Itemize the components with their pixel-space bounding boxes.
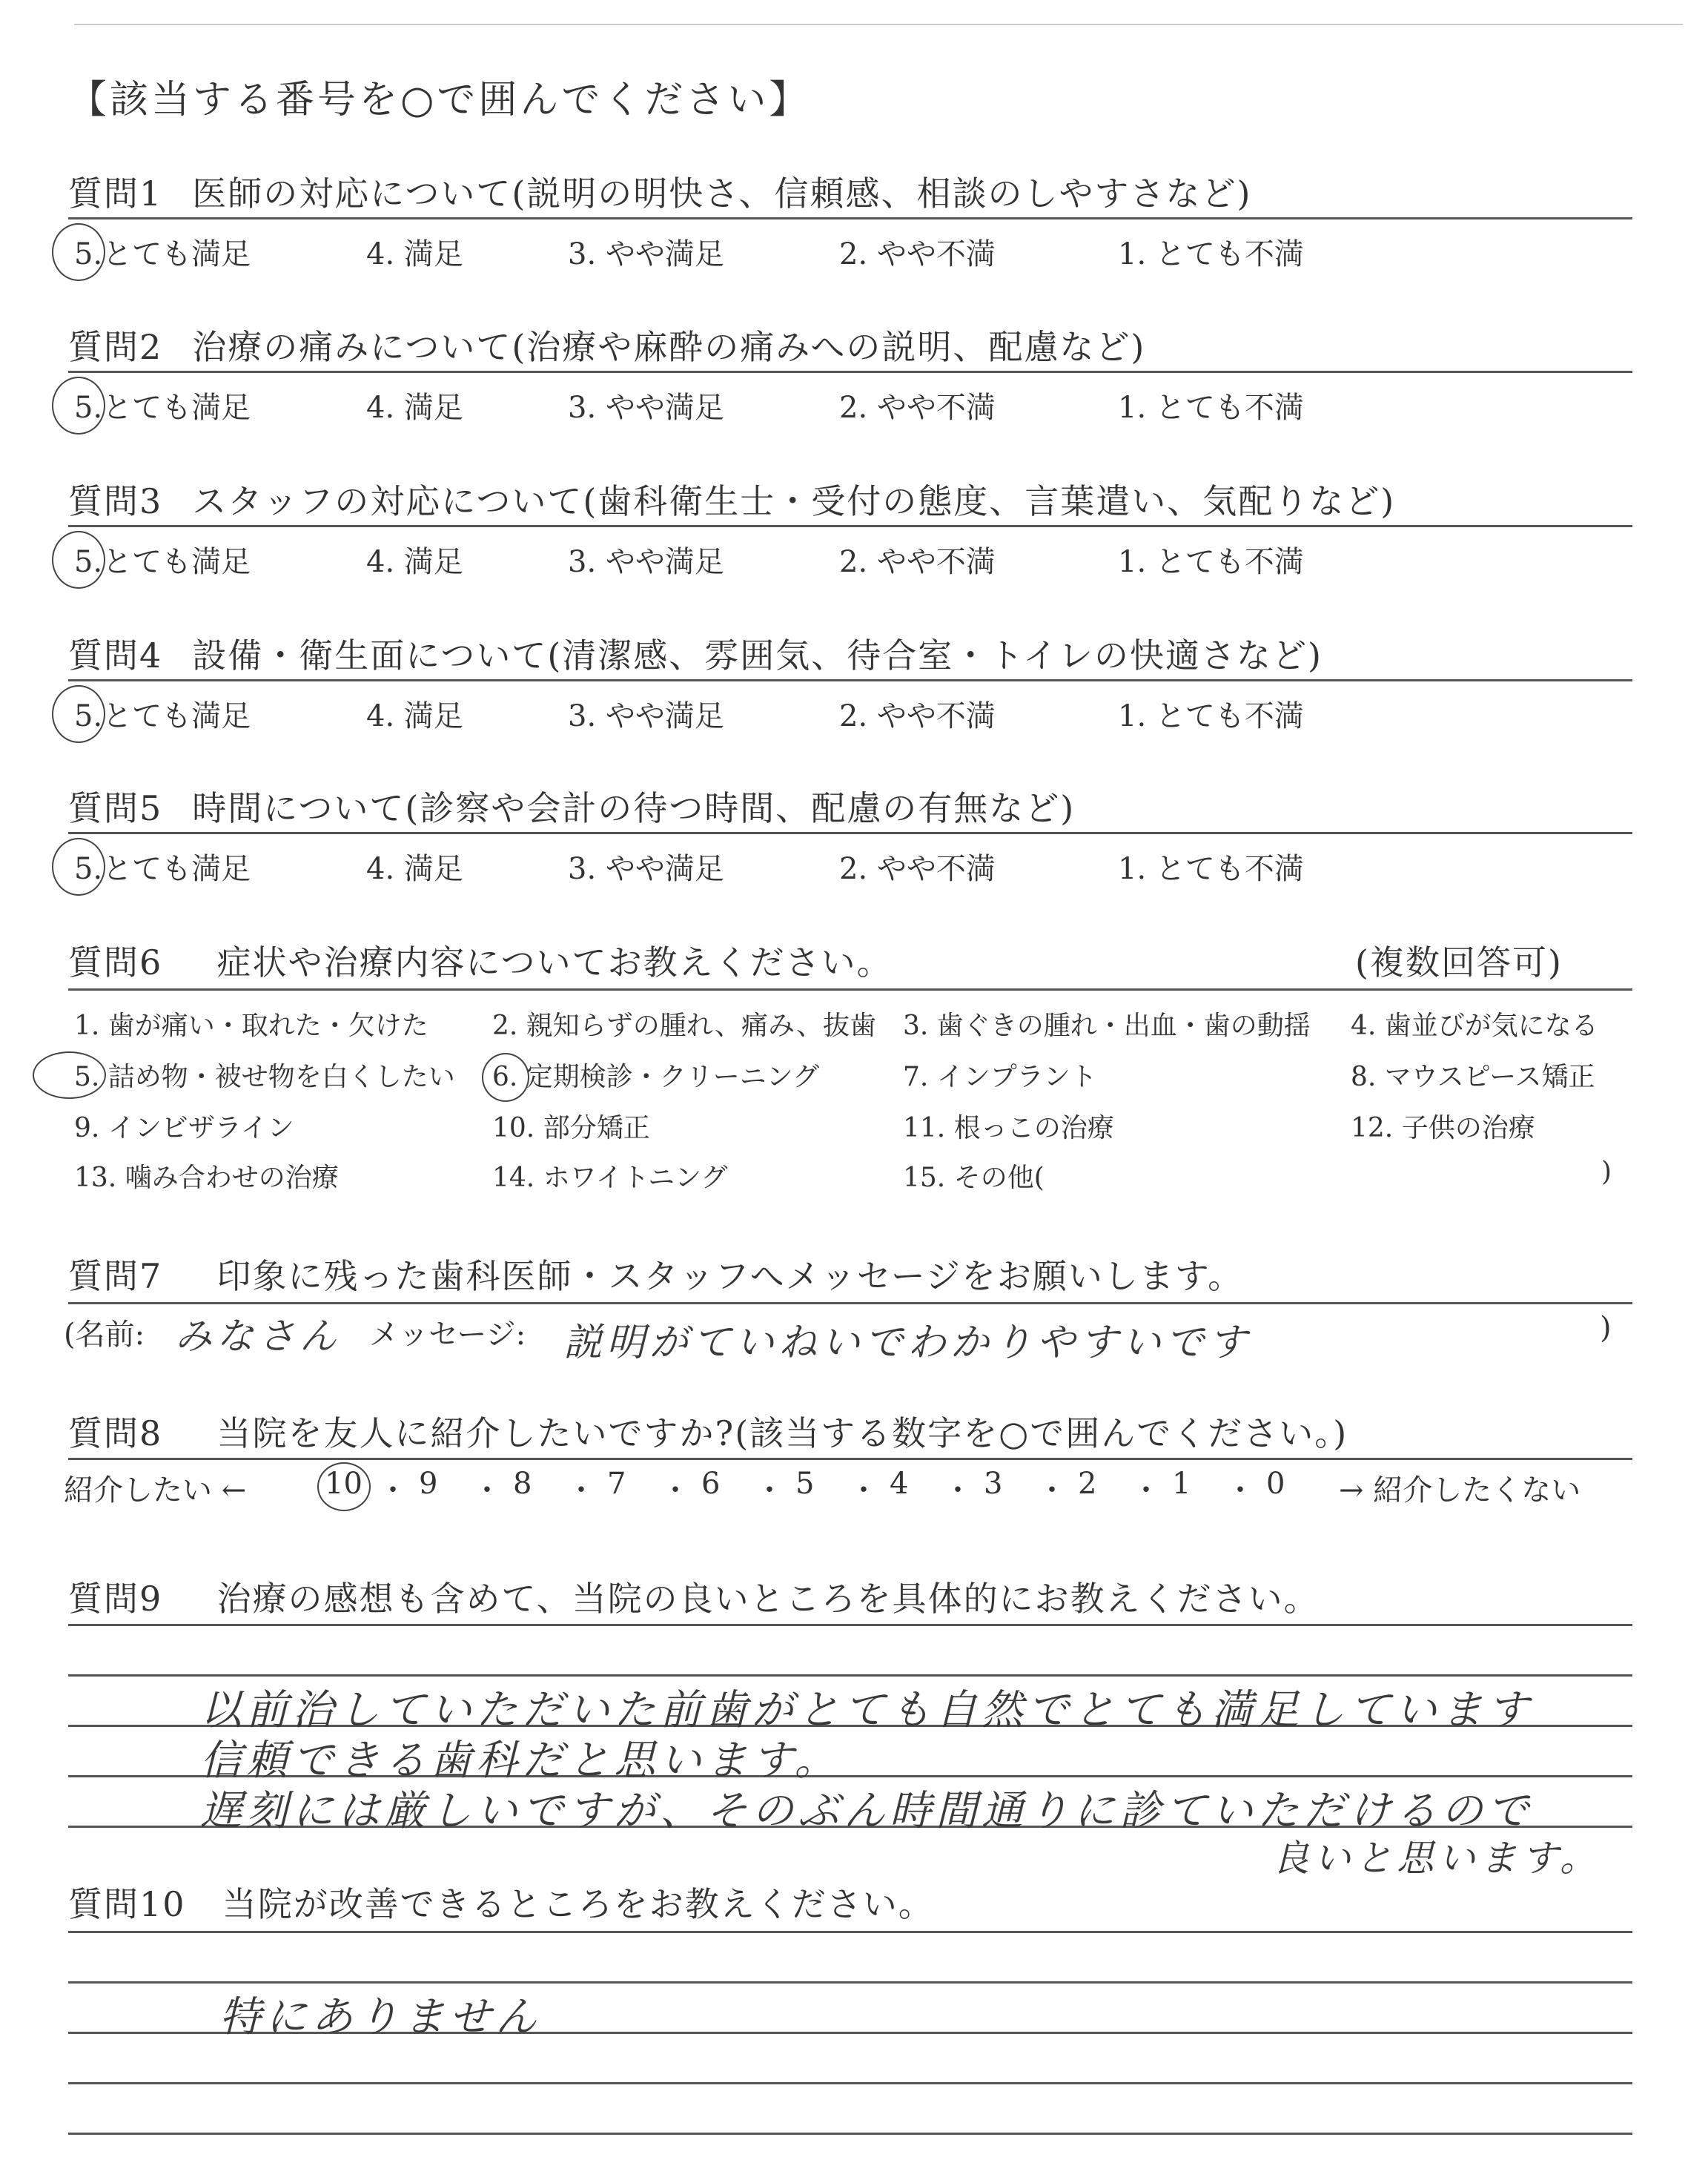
q3-heading [68,475,1395,524]
q8-circle-10 [317,1462,371,1511]
q5-option-2[interactable]: 2. やや不満 [839,852,996,886]
q2-option-4[interactable]: 4. 満足 [366,391,463,425]
q8-scale-separator: ・ [849,1473,878,1507]
q6-option-6[interactable]: 6. 定期検診・クリーニング [492,1062,820,1092]
q2-option-3[interactable]: 3. やや満足 [568,391,724,425]
q2-label: 質問2 [68,327,163,367]
q3-option-4[interactable]: 4. 満足 [366,545,463,579]
q8-scale-8[interactable]: 8 [513,1467,532,1501]
q6-option-3[interactable]: 3. 歯ぐきの腫れ・出血・歯の動揺 [903,1011,1311,1041]
q6-other-close: ) [1601,1157,1612,1187]
q2-option-5[interactable]: 5.とても満足 [74,391,251,425]
q9-rule-1 [68,1674,1632,1677]
q8-scale-separator: ・ [472,1473,502,1507]
q5-selected-circle [52,838,105,896]
q5-heading [68,782,1075,830]
q8-scale-10[interactable]: 10 [325,1467,363,1501]
q8-scale-6[interactable]: 6 [701,1467,721,1501]
q1-label: 質問1 [68,174,163,214]
q9-answer-line-4: 良いと思います。 [1272,1837,1601,1880]
q1-rule [68,217,1632,219]
q9-label: 質問9 [68,1579,163,1619]
q5-option-4[interactable]: 4. 満足 [366,852,463,886]
q6-option-9[interactable]: 9. インビザライン [74,1113,294,1143]
q8-scale-2[interactable]: 2 [1078,1467,1097,1501]
q7-text: 印象に残った歯科医師・スタッフへメッセージをお願いします。 [216,1256,1244,1296]
q6-option-14[interactable]: 14. ホワイトニング [492,1163,728,1193]
q10-rule-3 [68,2082,1632,2084]
q6-text: 症状や治療内容についてお教えください。 [216,942,893,982]
q4-option-5[interactable]: 5.とても満足 [74,699,251,733]
top-border [74,24,1683,25]
q7-message-label: メッセージ: [369,1318,526,1352]
q3-option-1[interactable]: 1. とても不満 [1118,545,1304,579]
q9-answer-line-2: 信頼できる歯科だと思います。 [200,1737,841,1785]
q1-heading [68,167,1251,216]
q6-option-5[interactable]: 5. 詰め物・被せ物を白くしたい [74,1062,455,1092]
q6-option-4[interactable]: 4. 歯並びが気になる [1351,1011,1598,1041]
q3-option-5[interactable]: 5.とても満足 [74,545,251,579]
q1-option-4[interactable]: 4. 満足 [366,237,463,271]
q6-option-7[interactable]: 7. インプラント [903,1062,1097,1092]
q1-option-2[interactable]: 2. やや不満 [839,237,996,271]
q5-option-3[interactable]: 3. やや満足 [568,852,724,886]
q9-text: 治療の感想も含めて、当院の良いところを具体的にお教えください。 [216,1579,1320,1619]
q6-option-15[interactable]: 15. その他( [903,1163,1045,1193]
q6-label: 質問6 [68,942,163,982]
q3-rule [68,525,1632,527]
q6-option-11[interactable]: 11. 根っこの治療 [903,1113,1114,1143]
q2-text: 治療の痛みについて(治療や麻酔の痛みへの説明、配慮など) [192,327,1146,367]
q4-rule [68,679,1632,681]
q5-rule [68,832,1632,834]
q7-name-label: (名前: [64,1318,145,1352]
q8-scale-1[interactable]: 1 [1172,1467,1191,1501]
q6-option-12[interactable]: 12. 子供の治療 [1351,1113,1535,1143]
q10-text: 当院が改善できるところをお教えください。 [222,1884,934,1924]
q4-option-2[interactable]: 2. やや不満 [839,699,996,733]
q9-answer-line-1: 以前治していただいた前歯がとても自然でとても満足しています [200,1686,1533,1734]
q3-label: 質問3 [68,481,163,521]
q1-option-1[interactable]: 1. とても不満 [1118,237,1304,271]
q8-scale-separator: ・ [566,1473,596,1507]
q8-scale-3[interactable]: 3 [984,1467,1003,1501]
q6-circle-6 [482,1053,529,1102]
q10-label: 質問10 [68,1884,186,1924]
form-title: 【該当する番号を○で囲んでください】 [68,78,811,122]
q8-scale-0[interactable]: 0 [1266,1467,1285,1501]
q6-option-8[interactable]: 8. マウスピース矯正 [1351,1062,1595,1092]
q8-scale-4[interactable]: 4 [890,1467,909,1501]
q6-note: (複数回答可) [1355,942,1563,982]
q7-rule [68,1302,1632,1304]
q8-scale-separator: ・ [755,1473,784,1507]
q1-selected-circle [52,223,105,281]
q6-circle-5 [33,1051,106,1099]
q8-scale-separator: ・ [1131,1473,1161,1507]
q10-rule-1 [68,1981,1632,1984]
q6-option-10[interactable]: 10. 部分矯正 [492,1113,650,1143]
q4-option-1[interactable]: 1. とても不満 [1118,699,1304,733]
q2-heading [68,320,1145,369]
q8-scale-5[interactable]: 5 [795,1467,815,1501]
q3-option-3[interactable]: 3. やや満足 [568,545,724,579]
q3-selected-circle [52,531,105,589]
q2-option-1[interactable]: 1. とても不満 [1118,391,1304,425]
q2-option-2[interactable]: 2. やや不満 [839,391,996,425]
q9-rule-0 [68,1624,1632,1626]
q8-rule [68,1458,1632,1460]
q8-scale-separator: ・ [1037,1473,1067,1507]
q9-answer-line-3: 遅刻には厳しいですが、そのぶん時間通りに診ていただけるので [200,1787,1533,1835]
q6-rule [68,988,1632,991]
q7-close: ) [1600,1311,1612,1345]
q4-selected-circle [52,685,105,743]
q8-scale-separator: ・ [661,1473,690,1507]
q1-option-3[interactable]: 3. やや満足 [568,237,724,271]
q4-option-4[interactable]: 4. 満足 [366,699,463,733]
q3-option-2[interactable]: 2. やや不満 [839,545,996,579]
q4-text: 設備・衛生面について(清潔感、雰囲気、待合室・トイレの快適さなど) [192,635,1323,676]
q8-left-label: 紹介したい ← [64,1473,247,1507]
q8-scale-9[interactable]: 9 [419,1467,438,1501]
q4-label: 質問4 [68,635,163,676]
q8-right-label: → 紹介したくない [1339,1473,1581,1507]
q8-scale-separator: ・ [943,1473,973,1507]
q8-text: 当院を友人に紹介したいですか?(該当する数字を○で囲んでください。) [216,1413,1348,1453]
q1-text: 医師の対応について(説明の明快さ、信頼感、相談のしやすさなど) [192,174,1252,214]
q5-label: 質問5 [68,788,163,828]
q10-rule-4 [68,2133,1632,2135]
q8-scale-separator: ・ [1225,1473,1255,1507]
q5-text: 時間について(診察や会計の待つ時間、配慮の有無など) [192,788,1076,828]
q3-text: スタッフの対応について(歯科衛生士・受付の態度、言葉遣い、気配りなど) [192,481,1396,521]
q4-option-3[interactable]: 3. やや満足 [568,699,724,733]
q7-name-value: みなさん [175,1315,341,1358]
q7-message-value: 説明がていねいでわかりやすいです [563,1321,1252,1365]
q2-selected-circle [52,377,105,435]
q6-option-1[interactable]: 1. 歯が痛い・取れた・欠けた [74,1011,428,1041]
q5-option-1[interactable]: 1. とても不満 [1118,852,1304,886]
q5-option-5[interactable]: 5.とても満足 [74,852,251,886]
q6-option-13[interactable]: 13. 噛み合わせの治療 [74,1163,339,1193]
q2-rule [68,371,1632,373]
q7-label: 質問7 [68,1256,163,1296]
q10-rule-0 [68,1931,1632,1933]
q6-option-2[interactable]: 2. 親知らずの腫れ、痛み、抜歯 [492,1011,877,1041]
q8-scale-7[interactable]: 7 [607,1467,626,1501]
q10-answer: 特にありません [219,1993,541,2041]
q8-label: 質問8 [68,1413,163,1453]
q4-heading [68,629,1323,678]
q8-scale-separator: ・ [378,1473,408,1507]
q1-option-5[interactable]: 5.とても満足 [74,237,251,271]
